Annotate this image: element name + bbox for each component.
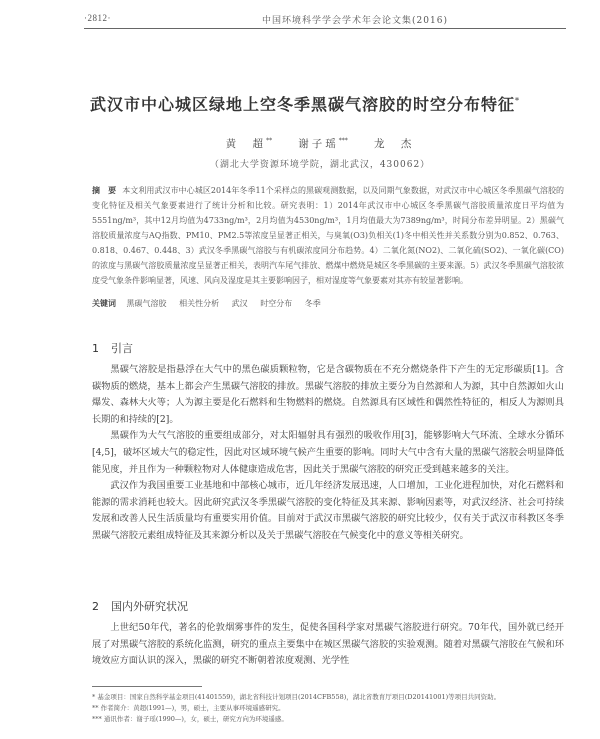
section-number: 2 [92,600,99,613]
section-body [92,620,564,670]
header-rule [84,28,566,29]
keyword: 冬季 [304,299,321,308]
title-footnote-mark: * [515,96,520,106]
keyword: 武汉 [231,299,248,308]
paper-title [70,92,540,115]
footnote-rule [92,686,202,687]
paper-title-text: 武汉市中心城区绿地上空冬季黑碳气溶胶的时空分布特征 [89,95,515,114]
section-number: 1 [92,342,99,355]
running-header [84,10,566,28]
paragraph: 黑碳作为大气气溶胶的重要组成部分，对太阳辐射具有强烈的吸收作用[3]，能够影响大气环流、全球水分循环[4,5]，破坏区域大气的稳定性，因此对区域环境气候产生重要的影响。同时大气中含有大量的黑碳气溶胶会明显降低能见度，并且作为一种颗粒物对人体健康造成危害，因此关于黑碳气溶胶的研究正受到越来越多的关注。 [92,430,564,475]
section-body [92,362,564,545]
author-mark: *** [338,137,348,145]
footnote: ** 作者简介：黄超(1991—)，男，硕士，主要从事环境遥感研究。 [92,704,285,712]
keyword: 黑碳气溶胶 [126,299,167,308]
section-heading [92,598,188,614]
journal-name: 中国环境科学学会学术年会论文集(2016) [262,16,448,26]
paragraph: 上世纪50年代，著名的伦敦烟雾事件的发生，促使各国科学家对黑碳气溶胶进行研究。70年代，国外就已经开展了对黑碳气溶胶的系统化监测，研究的重点主要集中在城区黑碳气溶胶的实验观测。随着对黑碳气溶胶在气候和环境效应方面认识的深入，黑碳的研究不断朝着浓度观测、光学性 [92,622,564,667]
keyword: 时空分布 [260,299,293,308]
affiliation: （湖北大学资源环境学院，湖北武汉，430062） [209,160,431,170]
abstract-label: 摘 要 [92,186,117,195]
footnote: * 基金项目：国家自然科学基金项目(41401559)，湖北省科技计划项目(2014CFB558)，湖北省教育厅项目(D20141001)等项目共同资助。 [92,693,501,701]
author-name: 龙 杰 [373,138,415,150]
paragraph: 武汉作为我国重要工业基地和中部核心城市，近几年经济发展迅速，人口增加，工业化进程加快，对化石燃料和能源的需求消耗也较大。因此研究武汉冬季黑碳气溶胶的变化特征及其来源、影响因素等，对武汉经济、社会可持续发展和改善人民生活质量均有重要实用价值。目前对于武汉市黑碳气溶胶的研究比较少，仅有关于武汉市科教区冬季黑碳气溶胶元素组成特征及其来源分析以及关于黑碳气溶胶在气候变化中的意义等相关研究。 [92,480,564,541]
page-number: ·2812· [84,13,111,23]
abstract [92,183,564,288]
keywords [92,298,564,309]
author-list [140,136,500,151]
footnote: *** 通讯作者：谢子瑶(1990—)，女，硕士，研究方向为环境遥感。 [92,715,288,723]
paragraph: 黑碳气溶胶是指悬浮在大气中的黑色碳质颗粒物，它是含碳物质在不充分燃烧条件下产生的无定形碳质[1]。含碳物质的燃烧，基本上都会产生黑碳气溶胶的排放。黑碳气溶胶的排放主要分为自然源和人为源，其中自然源如火山爆发、森林大火等；人为源主要是化石燃料和生物燃料的燃烧。自然源具有区域性和偶然性特征的，相反人为源则具长期的和持续的[2]。 [92,364,564,425]
section-title: 国内外研究状况 [111,600,188,613]
author-name: 黄 超 [225,138,267,150]
abstract-text: 本文利用武汉市中心城区2014年冬季11个采样点的黑碳观测数据，以及同期气象数据，对武汉市中心城区冬季黑碳气溶胶的变化特征及相关气象要素进行了统计分析和比较。研究表明：1）2014年武汉市中心城区冬季黑碳气溶胶质量浓度日平均值为5551ng/m³，其中12月均值为4733ng/m³，2月均值为4530ng/m³，1月均值最大为7389ng/m³，时间分布差异明显。2）黑碳气溶胶质量浓度与AQ指数、PM10、PM2.5等浓度呈显著正相关，与臭氧(O3)负相关(1)冬中相关性并关系数分别为0.852、0.763、0.818、0.467、0.448、3）武汉冬季黑碳气溶胶与有机碳浓度同分布趋势。4）二氧化氮(NO2)、二氧化硫(SO2)、一氧化碳(CO)的浓度与黑碳气溶胶质量浓度呈显著正相关，表明汽车尾气排放、燃煤中燃烧是城区冬季黑碳的主要来源。5）武汉冬季黑碳气溶胶浓度受气象条件影响显著，风速、风向及湿度是其主要影响因子，相对湿度等气象要素对其亦有较显著影响。 [92,186,565,285]
author-name: 谢子瑶 [298,138,339,150]
keyword: 相关性分析 [179,299,220,308]
section-title: 引言 [111,342,133,355]
footnotes [92,692,564,725]
author-mark: ** [266,137,273,145]
keywords-label: 关键词 [92,299,116,308]
section-heading [92,340,133,356]
